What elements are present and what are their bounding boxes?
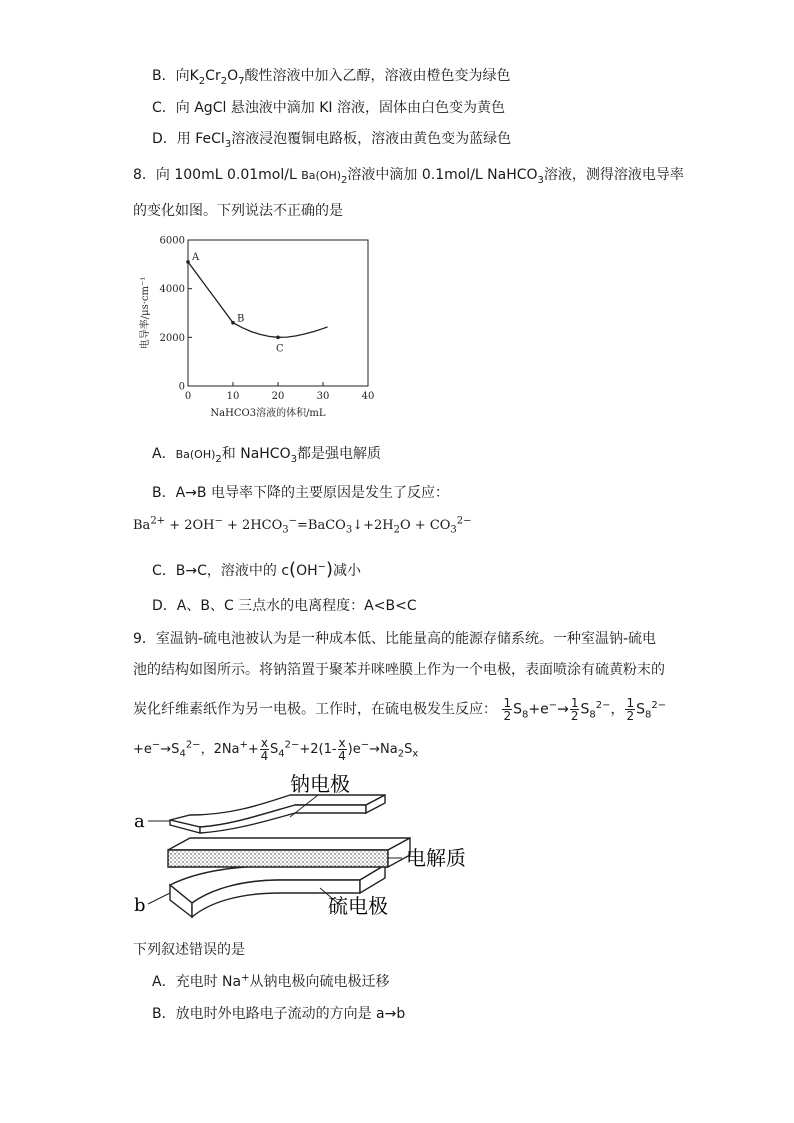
y-tick-label: 2000	[159, 332, 185, 344]
q9-stem-line3: 炭化纤维素纸作为另一电极。工作时，在硫电极发生反应： $\frac{1}{2}$ $S_8+e^-\to$ $\frac{1}{2}$ $S_8^{2-}$， $\frac{1}{2}$ $S_8^{2-}$	[133, 696, 667, 723]
point-A	[186, 260, 190, 264]
q8-stem-line2: 的变化如图。下列说法不正确的是	[133, 203, 343, 219]
q8-option-d: D．A、B、C 三点水的电离程度：A<B<C	[152, 598, 417, 614]
sodium-electrode-layer	[170, 795, 385, 833]
battery-diagram	[130, 765, 480, 930]
point-label-B: B	[237, 313, 245, 325]
electrolyte-layer	[168, 838, 410, 867]
y-tick-label: 4000	[159, 284, 185, 296]
x-tick-label: 20	[271, 391, 285, 402]
chart-frame	[188, 240, 368, 386]
y-tick-label: 6000	[159, 235, 185, 247]
q8-stem-line1: 8．向 100mL 0.01mol/L $Ba(OH)_2$溶液中滴加 0.1mol/L NaHCO$_3$溶液，测得溶液电导率	[133, 167, 684, 186]
q9-option-b: B．放电时外电路电子流动的方向是 a→b	[152, 1006, 406, 1022]
x-tick-label: 40	[361, 391, 375, 402]
label-a: a	[134, 811, 145, 832]
x-axis-label: NaHCO3溶液的体积/mL	[210, 408, 326, 419]
label-b: b	[134, 895, 146, 916]
q9-stem-line2: 池的结构如图所示。将钠箔置于聚苯并咪唑膜上作为一个电极，表面喷涂有硫黄粉末的	[133, 662, 665, 678]
label-electrolyte: 电解质	[406, 846, 466, 870]
q9-tail: 下列叙述错误的是	[133, 942, 245, 958]
q8-option-a: A．$Ba(OH)_2$和 NaHCO$_3$都是强电解质	[152, 446, 381, 465]
q8-option-b: B．A→B 电导率下降的主要原因是发生了反应：	[152, 485, 449, 501]
q8-equation: $Ba^{2+} + 2OH^-$ + $2HCO_3^-=BaCO_3↓+2H_2O + CO_3^{2-}$	[133, 515, 472, 536]
q9-stem-line4: $+e^-\to S_4^{2-}$，2Na++ $\frac{x}{4}$ $S_4^{2-}+2(1-$ $\frac{x}{4}$ )$e^-\to Na_2S_x$	[133, 736, 419, 763]
q7-option-c: C．向 AgCl 悬浊液中滴加 KI 溶液，固体由白色变为黄色	[152, 100, 506, 116]
x-tick-label: 10	[226, 391, 240, 402]
point-label-A: A	[192, 251, 200, 263]
label-sodium-electrode: 钠电极	[290, 772, 350, 796]
conductivity-chart	[130, 226, 390, 426]
x-tick-label: 30	[316, 391, 330, 402]
x-tick-label: 0	[184, 391, 192, 402]
q9-option-a: A．充电时 Na+从钠电极向硫电极迁移	[152, 972, 390, 990]
y-tick-label: 0	[178, 381, 185, 393]
point-label-C: C	[276, 343, 284, 355]
point-B	[231, 321, 235, 325]
point-C	[276, 336, 280, 340]
label-sulfur-electrode: 硫电极	[328, 894, 388, 918]
q7-option-b: B．向$K_2Cr_2O_7$酸性溶液中加入乙醇，溶液由橙色变为绿色	[152, 68, 511, 87]
q7-option-d: D．用 FeCl$_3$溶液浸泡覆铜电路板，溶液由黄色变为蓝绿色	[152, 131, 512, 150]
q9-stem-line1: 9．室温钠-硫电池被认为是一种成本低、比能量高的能源存储系统。一种室温钠-硫电	[133, 631, 657, 647]
q8-option-c: C．B→C，溶液中的 c(OH−)减小	[152, 559, 362, 580]
conductivity-series-line	[188, 262, 328, 337]
y-axis-label: 电导率/μs·cm⁻¹	[140, 276, 151, 350]
